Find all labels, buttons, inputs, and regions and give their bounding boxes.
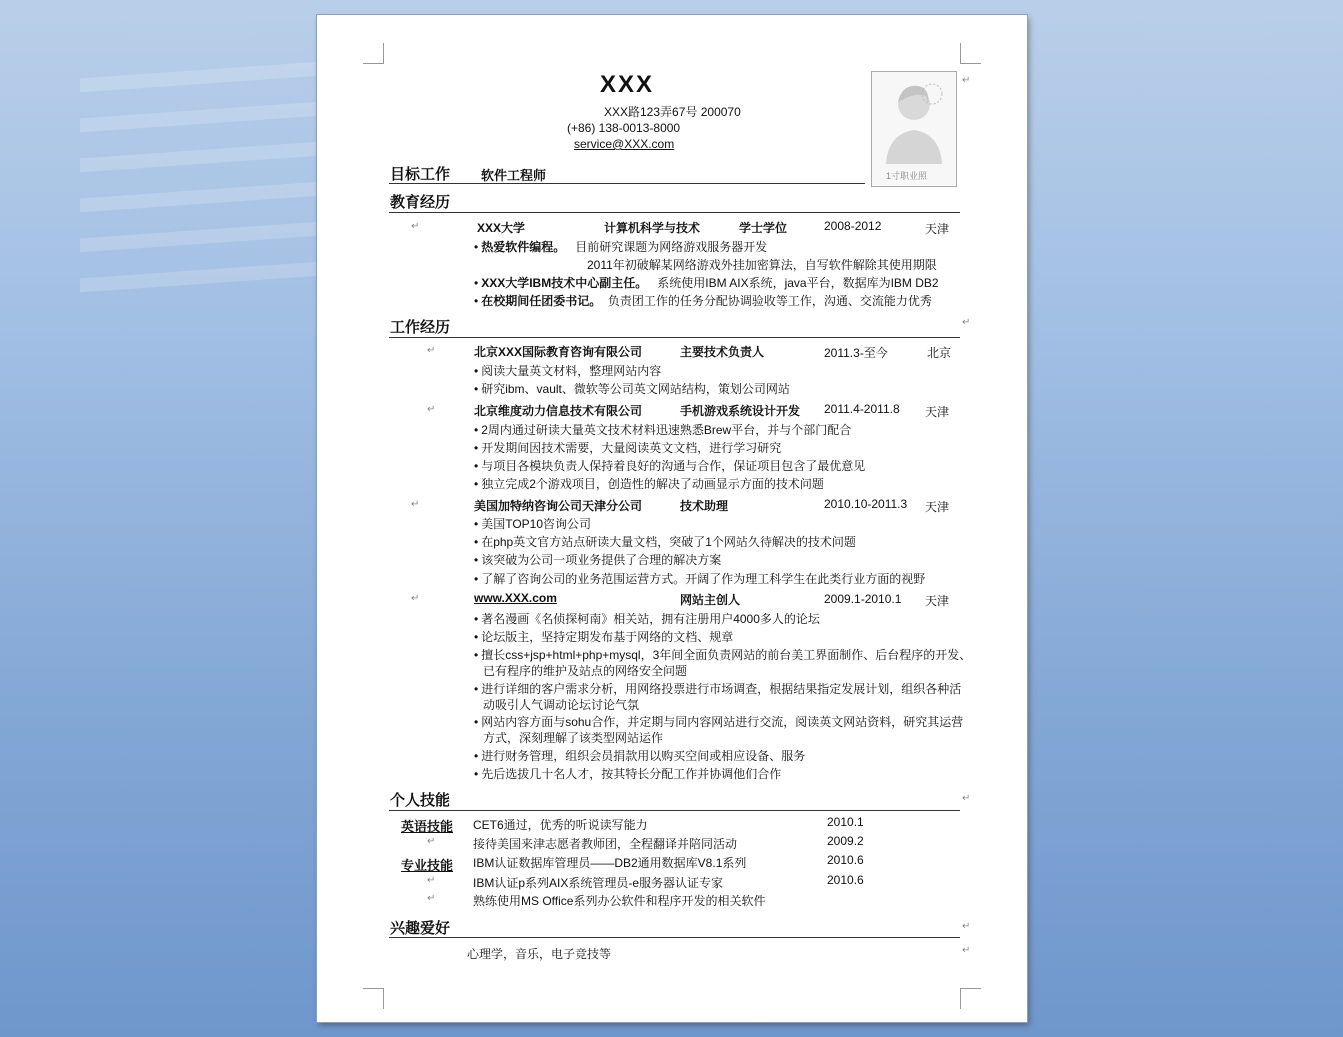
divider: [389, 212, 960, 213]
list-item: • 进行财务管理，组织会员捐款用以购买空间或相应设备、服务: [474, 747, 805, 764]
paragraph-mark-icon: ↵: [411, 499, 420, 510]
skill-row: CET6通过，优秀的听说读写能力: [473, 818, 648, 832]
job-period: 2009.1-2010.1: [824, 592, 902, 606]
skill-date: 2010.6: [827, 853, 864, 867]
list-item: • 2周内通过研读大量英文技术材料迅速熟悉Brew平台，并与个部门配合: [474, 421, 851, 438]
photo-caption: 1寸职业照: [886, 171, 928, 181]
education-title: 教育经历: [390, 193, 451, 211]
list-item: • 了解了咨询公司的业务范围运营方式。开阔了作为理工科学生在此类行业方面的视野: [474, 570, 925, 587]
list-item: • 在校期间任团委书记。 负责团工作的任务分配协调验收等工作，沟通、交流能力优秀: [474, 292, 932, 309]
school-name: XXX大学: [477, 221, 526, 235]
skill-row: 熟练使用MS Office系列办公软件和程序开发的相关软件: [473, 894, 766, 908]
background-stripe: [80, 102, 320, 133]
list-item-continuation: 方式，深刻理解了该类型网站运作: [483, 731, 664, 745]
list-item: • 擅长css+jsp+html+php+mysql，3年间全面负责网站的前台美工界面制作、后台程序的开发、: [474, 646, 971, 663]
paragraph-mark-icon: ↵: [962, 75, 971, 86]
list-item: • 先后选拔几十名人才，按其特长分配工作并协调他们合作: [474, 765, 781, 782]
paragraph-mark-icon: ↵: [427, 404, 436, 415]
address: XXX路123弄67号 200070: [604, 105, 741, 119]
list-item: • 论坛版主，坚持定期发布基于网络的文档、规章: [474, 628, 733, 645]
job-period: 2011.4-2011.8: [824, 402, 900, 416]
skill-row: 接待美国来津志愿者教师团，全程翻译并陪同活动: [473, 837, 738, 851]
divider: [389, 337, 960, 338]
paragraph-mark-icon: ↵: [411, 221, 420, 232]
list-item: • 热爱软件编程。 目前研究课题为网络游戏服务器开发: [474, 238, 767, 255]
job-company: 美国加特纳咨询公司天津分公司: [474, 499, 643, 513]
job-role: 网站主创人: [680, 593, 741, 607]
paragraph-mark-icon: ↵: [411, 593, 420, 604]
list-item: • 阅读大量英文材料，整理网站内容: [474, 362, 661, 379]
job-company: 北京维度动力信息技术有限公司: [474, 404, 643, 418]
skills-title: 个人技能: [390, 791, 451, 809]
crop-mark: [363, 43, 384, 64]
background-stripe: [80, 182, 320, 213]
english-skill-label: 英语技能: [401, 819, 454, 834]
job-city: 天津: [925, 405, 950, 419]
website-link[interactable]: www.XXX.com: [474, 591, 557, 605]
objective-label: 目标工作: [390, 165, 451, 183]
hobbies-text: 心理学，音乐，电子竞技等: [467, 947, 612, 961]
education-city: 天津: [925, 222, 950, 236]
skill-row: IBM认证p系列AIX系统管理员-e服务器认证专家: [473, 876, 724, 890]
divider: [389, 810, 960, 811]
major: 计算机科学与技术: [604, 221, 701, 235]
crop-mark: [363, 988, 384, 1009]
list-item: • 网站内容方面与sohu合作，并定期与同内容网站进行交流，阅读英文网站资料，研究其运营: [474, 713, 963, 730]
list-item: • 在php英文官方站点研读大量文档，突破了1个网站久待解决的技术问题: [474, 533, 856, 550]
list-item: • XXX大学IBM技术中心副主任。 系统使用IBM AIX系统，java平台，数据库为IBM DB2: [474, 274, 939, 291]
list-item: • 美国TOP10咨询公司: [474, 515, 591, 532]
job-role: 主要技术负责人: [680, 345, 765, 359]
objective-value: 软件工程师: [481, 168, 547, 183]
resume-name: XXX: [600, 71, 655, 98]
crop-mark: [960, 988, 981, 1009]
crop-mark: [960, 43, 981, 64]
email-link[interactable]: service@XXX.com: [574, 137, 675, 151]
list-item: • 进行详细的客户需求分析，用网络投票进行市场调查，根据结果指定发展计划，组织各种活: [474, 680, 961, 697]
paragraph-mark-icon: ↵: [962, 317, 971, 328]
job-city: 天津: [925, 500, 950, 514]
paragraph-mark-icon: ↵: [962, 945, 971, 956]
hobbies-title: 兴趣爱好: [390, 919, 451, 937]
job-period: 2011.3-至今: [824, 346, 888, 360]
list-item: 2011年初破解某网络游戏外挂加密算法，自写软件解除其使用期限: [587, 258, 937, 272]
background-stripe: [80, 62, 320, 93]
list-item: • 与项目各模块负责人保持着良好的沟通与合作，保证项目包含了最优意见: [474, 457, 865, 474]
list-item: • 该突破为公司一项业务提供了合理的解决方案: [474, 551, 721, 568]
skill-date: 2010.6: [827, 873, 864, 887]
job-period: 2010.10-2011.3: [824, 497, 908, 511]
list-item: • 开发期间因技术需要，大量阅读英文文档，进行学习研究: [474, 439, 781, 456]
background-stripe: [80, 142, 320, 173]
background-stripe: [80, 222, 320, 253]
paragraph-mark-icon: ↵: [427, 345, 436, 356]
job-city: 天津: [925, 594, 950, 608]
paragraph-mark-icon: ↵: [427, 836, 436, 847]
paragraph-mark-icon: ↵: [962, 793, 971, 804]
degree: 学士学位: [739, 221, 788, 235]
job-role: 手机游戏系统设计开发: [680, 404, 801, 418]
paragraph-mark-icon: ↵: [427, 893, 436, 904]
divider: [389, 937, 960, 938]
skill-date: 2010.1: [827, 815, 864, 829]
list-item-continuation: 已有程序的维护及站点的网络安全问题: [483, 664, 688, 678]
work-title: 工作经历: [390, 318, 451, 336]
divider: [389, 183, 865, 184]
list-item: • 著名漫画《名侦探柯南》相关站，拥有注册用户4000多人的论坛: [474, 610, 820, 627]
person-silhouette-icon: [872, 72, 956, 172]
list-item: • 研究ibm、vault、微软等公司英文网站结构，策划公司网站: [474, 380, 790, 397]
skill-row: IBM认证数据库管理员——DB2通用数据库V8.1系列: [473, 856, 747, 870]
list-item-continuation: 动吸引人气调动论坛讨论气氛: [483, 698, 640, 712]
list-item: • 独立完成2个游戏项目，创造性的解决了动画显示方面的技术问题: [474, 475, 824, 492]
skill-date: 2009.2: [827, 834, 864, 848]
background-stripe: [80, 262, 320, 293]
job-role: 技术助理: [680, 499, 729, 513]
paragraph-mark-icon: ↵: [427, 875, 436, 886]
paragraph-mark-icon: ↵: [962, 921, 971, 932]
photo-placeholder[interactable]: [871, 71, 957, 187]
job-company: 北京XXX国际教育咨询有限公司: [474, 345, 643, 359]
job-city: 北京: [927, 346, 952, 360]
phone: (+86) 138-0013-8000: [567, 121, 681, 135]
document-page[interactable]: [317, 15, 1027, 1022]
pro-skill-label: 专业技能: [401, 858, 454, 873]
education-period: 2008-2012: [824, 219, 882, 233]
